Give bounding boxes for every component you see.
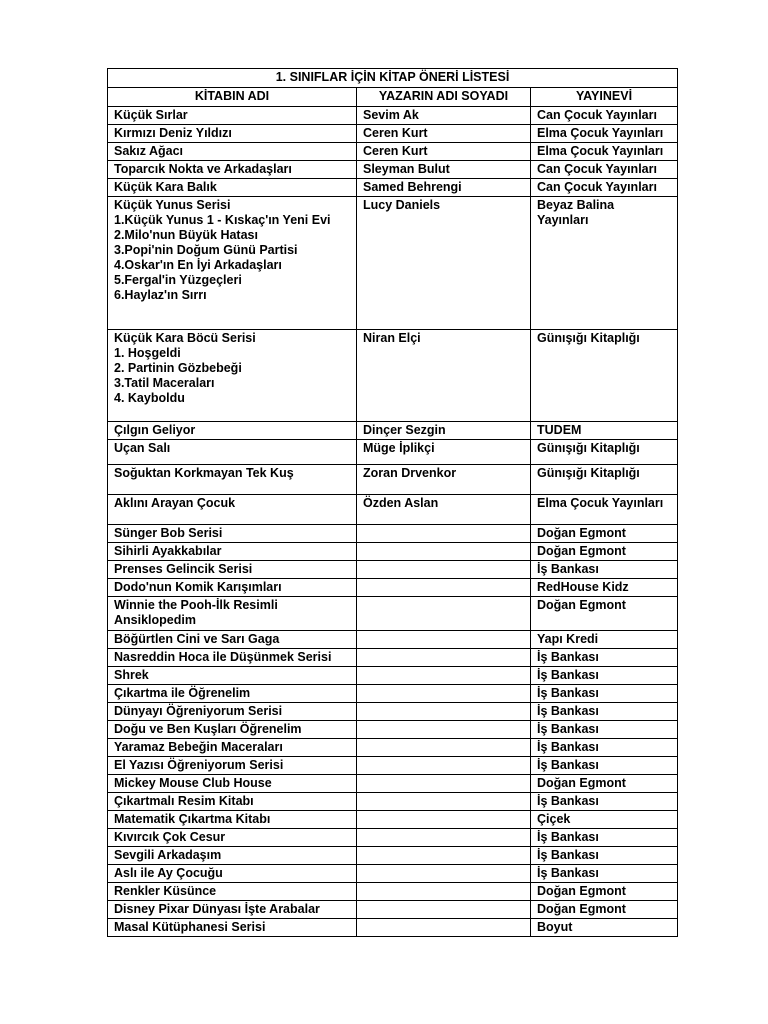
publisher-cell: Doğan Egmont [531,525,678,543]
book-name-cell: Sevgili Arkadaşım [108,847,357,865]
publisher-cell: Doğan Egmont [531,883,678,901]
publisher-cell: İş Bankası [531,739,678,757]
publisher-cell: İş Bankası [531,685,678,703]
publisher-line: Beyaz Balina [537,198,615,212]
book-name-cell: El Yazısı Öğreniyorum Serisi [108,757,357,775]
table-row [108,901,678,919]
author-name-cell [357,739,531,757]
table-row [108,197,678,330]
author-name-cell [357,525,531,543]
table-row [108,579,678,597]
author-name-cell [357,579,531,597]
author-name-cell [357,649,531,667]
publisher-cell: Çiçek [531,811,678,829]
book-name-line: Küçük Yunus Serisi [114,198,231,212]
header-author-name: YAZARIN ADI SOYADI [357,88,531,107]
author-name-cell: Zoran Drvenkor [357,465,531,495]
header-publisher: YAYINEVİ [531,88,678,107]
table-row [108,721,678,739]
author-name-cell [357,685,531,703]
table-title: 1. SINIFLAR İÇİN KİTAP ÖNERİ LİSTESİ [108,69,678,88]
book-name-line: 3.Tatil Maceraları [114,376,215,390]
publisher-cell: Doğan Egmont [531,901,678,919]
book-name-cell: Dodo'nun Komik Karışımları [108,579,357,597]
book-name-cell: Dünyayı Öğreniyorum Serisi [108,703,357,721]
table-row [108,525,678,543]
book-name-cell: Çıkartmalı Resim Kitabı [108,793,357,811]
publisher-cell: İş Bankası [531,757,678,775]
author-name-cell [357,703,531,721]
author-name-cell [357,757,531,775]
author-name-cell [357,561,531,579]
book-name-cell: Sünger Bob Serisi [108,525,357,543]
table-row [108,883,678,901]
table-row [108,775,678,793]
publisher-cell: Günışığı Kitaplığı [531,440,678,465]
book-name-line: Ansiklopedim [114,613,196,627]
publisher-cell: Can Çocuk Yayınları [531,161,678,179]
book-name-cell: Toparcık Nokta ve Arkadaşları [108,161,357,179]
book-name-cell: Nasreddin Hoca ile Düşünmek Serisi [108,649,357,667]
publisher-cell [531,197,678,330]
author-name-cell: Ceren Kurt [357,143,531,161]
author-name-cell [357,919,531,937]
table-row [108,330,678,422]
book-name-line: Küçük Kara Böcü Serisi [114,331,256,345]
author-name-cell [357,597,531,631]
author-name-cell [357,667,531,685]
book-name-cell: Disney Pixar Dünyası İşte Arabalar [108,901,357,919]
book-name-cell: Aslı ile Ay Çocuğu [108,865,357,883]
book-name-line: 5.Fergal'in Yüzgeçleri [114,273,242,287]
table-row [108,685,678,703]
book-name-cell: Küçük Kara Balık [108,179,357,197]
book-name-line: 2.Milo'nun Büyük Hatası [114,228,258,242]
table-row [108,829,678,847]
author-name-cell [357,829,531,847]
table-row [108,631,678,649]
table-row [108,757,678,775]
book-name-cell: Çıkartma ile Öğrenelim [108,685,357,703]
book-name-cell: Aklını Arayan Çocuk [108,495,357,525]
book-name-cell: Böğürtlen Cini ve Sarı Gaga [108,631,357,649]
publisher-cell: Elma Çocuk Yayınları [531,125,678,143]
publisher-cell: Yapı Kredi [531,631,678,649]
book-list-table [107,68,678,937]
author-name-cell: Lucy Daniels [357,197,531,330]
book-name-cell: Yaramaz Bebeğin Maceraları [108,739,357,757]
book-name-cell: Küçük Sırlar [108,107,357,125]
publisher-cell: Doğan Egmont [531,597,678,631]
table-row [108,847,678,865]
publisher-cell: Elma Çocuk Yayınları [531,495,678,525]
publisher-cell: Doğan Egmont [531,543,678,561]
table-row [108,107,678,125]
author-name-cell [357,865,531,883]
book-name-cell [108,330,357,422]
table-body [108,107,678,937]
publisher-cell: Elma Çocuk Yayınları [531,143,678,161]
publisher-cell: İş Bankası [531,829,678,847]
table-row [108,739,678,757]
publisher-cell: İş Bankası [531,703,678,721]
author-name-cell [357,793,531,811]
table-row [108,811,678,829]
book-name-cell: Doğu ve Ben Kuşları Öğrenelim [108,721,357,739]
publisher-cell: İş Bankası [531,865,678,883]
book-name-cell: Kırmızı Deniz Yıldızı [108,125,357,143]
author-name-cell: Ceren Kurt [357,125,531,143]
author-name-cell: Müge İplikçi [357,440,531,465]
author-name-cell [357,775,531,793]
author-name-cell: Niran Elçi [357,330,531,422]
publisher-cell: Günışığı Kitaplığı [531,465,678,495]
publisher-cell: Can Çocuk Yayınları [531,179,678,197]
book-name-cell: Sakız Ağacı [108,143,357,161]
publisher-cell: RedHouse Kidz [531,579,678,597]
book-name-cell: Uçan Salı [108,440,357,465]
book-name-line: 6.Haylaz'ın Sırrı [114,288,207,302]
book-name-cell: Prenses Gelincik Serisi [108,561,357,579]
book-name-cell [108,197,357,330]
book-name-line: Winnie the Pooh-İlk Resimli [114,598,278,612]
book-name-line: 2. Partinin Gözbebeği [114,361,242,375]
author-name-cell [357,883,531,901]
author-name-cell [357,543,531,561]
table-row [108,865,678,883]
book-name-cell: Matematik Çıkartma Kitabı [108,811,357,829]
publisher-cell: Doğan Egmont [531,775,678,793]
table-row [108,422,678,440]
header-row [108,88,678,107]
publisher-cell: İş Bankası [531,561,678,579]
table-row [108,793,678,811]
book-name-cell: Masal Kütüphanesi Serisi [108,919,357,937]
table-row [108,597,678,631]
publisher-cell: İş Bankası [531,667,678,685]
title-row [108,69,678,88]
publisher-cell: TUDEM [531,422,678,440]
author-name-cell [357,811,531,829]
table-row [108,125,678,143]
table-row [108,561,678,579]
author-name-cell: Sevim Ak [357,107,531,125]
book-name-cell: Renkler Küsünce [108,883,357,901]
publisher-cell: Can Çocuk Yayınları [531,107,678,125]
author-name-cell [357,901,531,919]
author-name-cell: Dinçer Sezgin [357,422,531,440]
book-name-line: 4. Kayboldu [114,391,185,405]
table-row [108,440,678,465]
author-name-cell [357,721,531,739]
table-row [108,495,678,525]
author-name-cell: Sleyman Bulut [357,161,531,179]
author-name-cell [357,847,531,865]
publisher-cell: İş Bankası [531,847,678,865]
book-name-cell: Mickey Mouse Club House [108,775,357,793]
table-row [108,465,678,495]
book-name-line: 1.Küçük Yunus 1 - Kıskaç'ın Yeni Evi [114,213,331,227]
publisher-cell: Boyut [531,919,678,937]
table-row [108,143,678,161]
book-name-cell: Kıvırcık Çok Cesur [108,829,357,847]
book-name-cell: Çılgın Geliyor [108,422,357,440]
book-name-line: 1. Hoşgeldi [114,346,181,360]
publisher-line: Yayınları [537,213,589,227]
table-row [108,703,678,721]
table-row [108,667,678,685]
book-name-line: 4.Oskar'ın En İyi Arkadaşları [114,258,282,272]
author-name-cell: Samed Behrengi [357,179,531,197]
table-row [108,179,678,197]
table-row [108,919,678,937]
author-name-cell [357,631,531,649]
book-name-cell: Sihirli Ayakkabılar [108,543,357,561]
table-row [108,161,678,179]
publisher-cell: Günışığı Kitaplığı [531,330,678,422]
book-name-cell [108,597,357,631]
book-name-cell: Shrek [108,667,357,685]
publisher-cell: İş Bankası [531,721,678,739]
book-name-line: 3.Popi'nin Doğum Günü Partisi [114,243,298,257]
publisher-cell: İş Bankası [531,649,678,667]
table-row [108,543,678,561]
publisher-cell: İş Bankası [531,793,678,811]
author-name-cell: Özden Aslan [357,495,531,525]
table-row [108,649,678,667]
header-book-name: KİTABIN ADI [108,88,357,107]
book-name-cell: Soğuktan Korkmayan Tek Kuş [108,465,357,495]
